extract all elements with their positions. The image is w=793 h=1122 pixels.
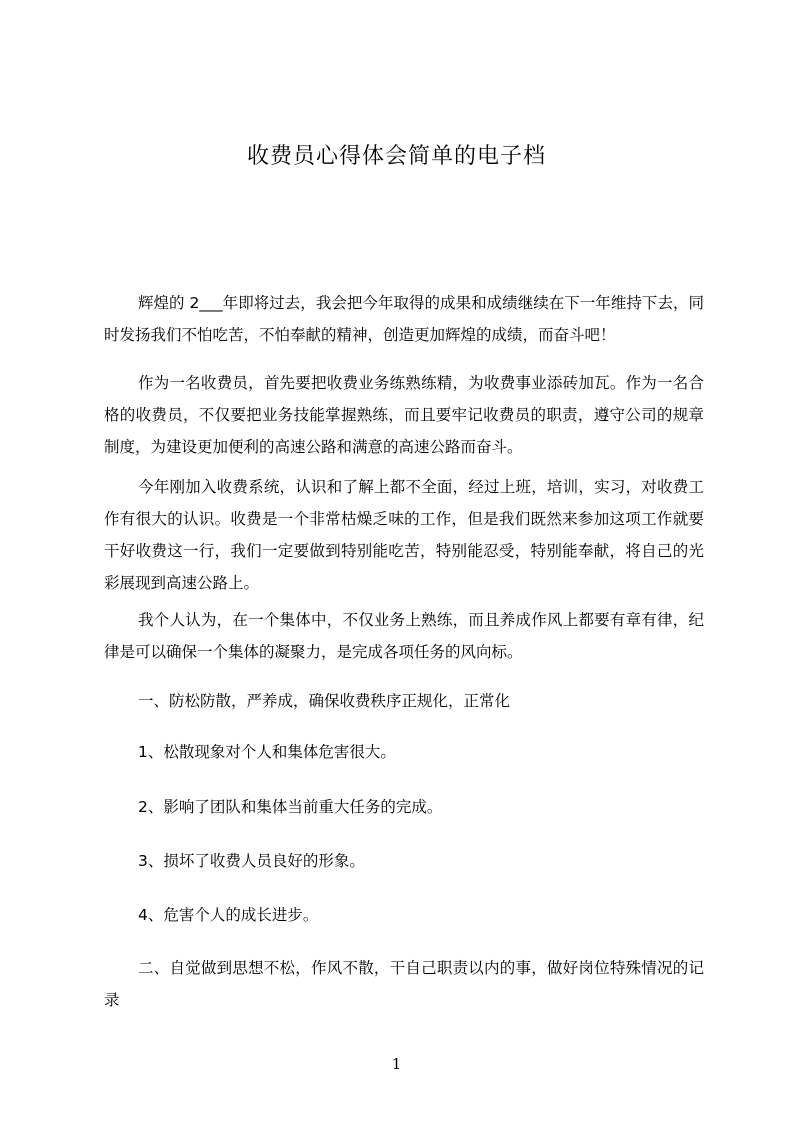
list-item: 3、损坏了收费人员良好的形象。	[138, 852, 365, 870]
page-number: 1	[391, 1055, 402, 1073]
paragraph-discipline: 我个人认为，在一个集体中，不仅业务上熟练，而且养成作风上都要有章有律，纪律是可以确保一个集体的凝聚力，是完成各项任务的风向标。	[104, 611, 704, 661]
document-title: 收费员心得体会简单的电子档	[246, 144, 546, 169]
list-item: 4、危害个人的成长进步。	[138, 906, 319, 924]
paragraph-intro: 辉煌的 2___年即将过去，我会把今年取得的成果和成绩继续在下一年维持下去，同时发扬我们不怕吃苦，不怕奉献的精神，创造更加辉煌的成绩，而奋斗吧！	[104, 294, 704, 344]
paragraph-role: 作为一名收费员，首先要把收费业务练熟练精，为收费事业添砖加瓦。作为一名合格的收费员，不仅要把业务技能掌握熟练，而且要牢记收费员的职责，遵守公司的规章制度，为建设更加便利的高速公路和满意的高速公路而奋斗。	[104, 374, 704, 456]
section-heading-one: 一、防松防散，严养成，确保收费秩序正规化，正常化	[138, 692, 511, 710]
list-item: 2、影响了团队和集体当前重大任务的完成。	[138, 798, 443, 816]
list-item: 1、松散现象对个人和集体危害很大。	[138, 743, 396, 761]
paragraph-experience: 今年刚加入收费系统，认识和了解上都不全面，经过上班，培训，实习，对收费工作有很大的认识。收费是一个非常枯燥乏味的工作，但是我们既然来参加这项工作就要干好收费这一行，我们一定要做到特别能吃苦，特别能忍受，特别能奉献，将自己的光彩展现到高速公路上。	[104, 478, 704, 592]
section-heading-two: 二、自觉做到思想不松，作风不散，干自己职责以内的事，做好岗位特殊情况的记录	[104, 959, 704, 1009]
